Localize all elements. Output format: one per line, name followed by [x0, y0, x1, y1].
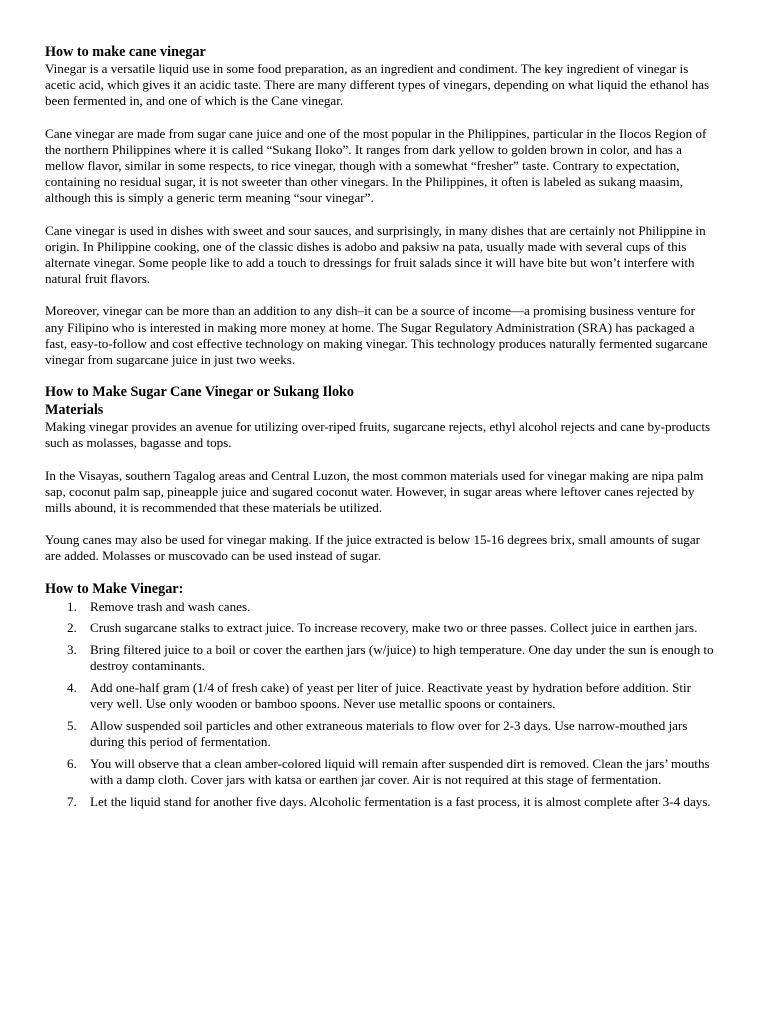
step-number: 5. [67, 718, 77, 734]
step-text: Remove trash and wash canes. [90, 598, 251, 614]
title-cane-vinegar: How to make cane vinegar [45, 44, 206, 60]
step-text: Crush sugarcane stalks to extract juice. To increase recovery, make two or three passes. Collect juice in earthen jars. [90, 620, 698, 636]
document-page [45, 44, 715, 816]
step-item [45, 794, 715, 810]
materials-heading: Materials [45, 402, 104, 419]
step-text: Allow suspended soil particles and other extraneous materials to flow over for 2-3 days. Use narrow-mouthed jars during this period of fermentation. [90, 718, 688, 750]
step-text: Bring filtered juice to a boil or cover the earthen jars (w/juice) to high temperature. One day under the sun is enough to destroy contaminants. [90, 642, 714, 674]
step-item [45, 680, 715, 712]
step-number: 1. [67, 598, 77, 614]
step-number: 7. [67, 794, 77, 810]
step-item [45, 718, 715, 750]
step-text: Let the liquid stand for another five days. Alcoholic fermentation is a fast process, it is almost complete after 3-4 days. [90, 794, 711, 810]
materials-paragraph-2: In the Visayas, southern Tagalog areas and Central Luzon, the most common materials used for vinegar making are nipa palm sap, coconut palm sap, pineapple juice and sugared coconut water. However, in sugar areas where leftover canes rejected by mills abound, it is recommended that these materials be utilized. [45, 467, 704, 516]
step-item [45, 620, 715, 636]
step-number: 3. [67, 642, 77, 658]
intro-paragraph-1: Vinegar is a versatile liquid use in some food preparation, as an ingredient and condiment. The key ingredient of vinegar is acetic acid, which gives it an acidic taste. There are many different types of vinegars, depending on what liquid the ethanol has been fermented in, and one of which is the Cane vinegar. [45, 61, 710, 109]
materials-paragraph-1: Making vinegar provides an avenue for utilizing over-riped fruits, sugarcane rejects, ethyl alcohol rejects and cane by-products such as molasses, bagasse and tops. [45, 419, 711, 451]
step-number: 2. [67, 620, 77, 636]
intro-paragraph-3: Cane vinegar is used in dishes with sweet and sour sauces, and surprisingly, in many dishes that are certainly not Philippine in origin. In Philippine cooking, one of the classic dishes is adobo and paksiw na pata, usually made with several cups of this alternate vinegar. Some people like to add a touch to dressings for fruit salads since it will have bite but won’t interfere with natural fruit flavors. [45, 222, 706, 287]
step-number: 6. [67, 756, 77, 772]
steps-heading: How to Make Vinegar: [45, 580, 184, 597]
step-text: Add one-half gram (1/4 of fresh cake) of yeast per liter of juice. Reactivate yeast by hydration before addition. Stir very well. Use only wooden or bamboo spoons. Never use metallic spoons or containers. [90, 680, 692, 712]
step-item [45, 642, 715, 674]
title-sukang-iloko: How to Make Sugar Cane Vinegar or Sukang Iloko [45, 384, 355, 401]
materials-paragraph-3: Young canes may also be used for vinegar making. If the juice extracted is below 15-16 degrees brix, small amounts of sugar are added. Molasses or muscovado can be used instead of sugar. [45, 532, 701, 564]
step-number: 4. [67, 680, 77, 696]
step-item [45, 756, 715, 788]
intro-paragraph-4: Moreover, vinegar can be more than an addition to any dish–it can be a source of income—a promising business venture for any Filipino who is interested in making more money at home. The Sugar Regulatory Administration (SRA) has packaged a fast, easy-to-follow and cost effective technology on making vinegar. This technology produces naturally fermented sugarcane vinegar from sugarcane juice in just two weeks. [45, 303, 708, 368]
step-item [45, 599, 715, 615]
step-text: You will observe that a clean amber-colored liquid will remain after suspended dirt is removed. Clean the jars’ mouths with a damp cloth. Cover jars with katsa or earthen jar cover. Air is not required at this stage of fermentation. [90, 756, 710, 788]
intro-paragraph-2: Cane vinegar are made from sugar cane juice and one of the most popular in the Philippines, particular in the Ilocos Region of the northern Philippines where it is called “Sukang Iloko”. It ranges from dark yellow to golden brown in color, and has a mellow flavor, similar in some respects, to rice vinegar, though with a somewhat “fresher” taste. Contrary to expectation, containing no residual sugar, it is not sweeter than other vinegars. In the Philippines, it often is labeled as sukang maasim, although this is simply a generic term meaning “sour vinegar”. [45, 125, 707, 206]
steps-list [45, 599, 715, 811]
